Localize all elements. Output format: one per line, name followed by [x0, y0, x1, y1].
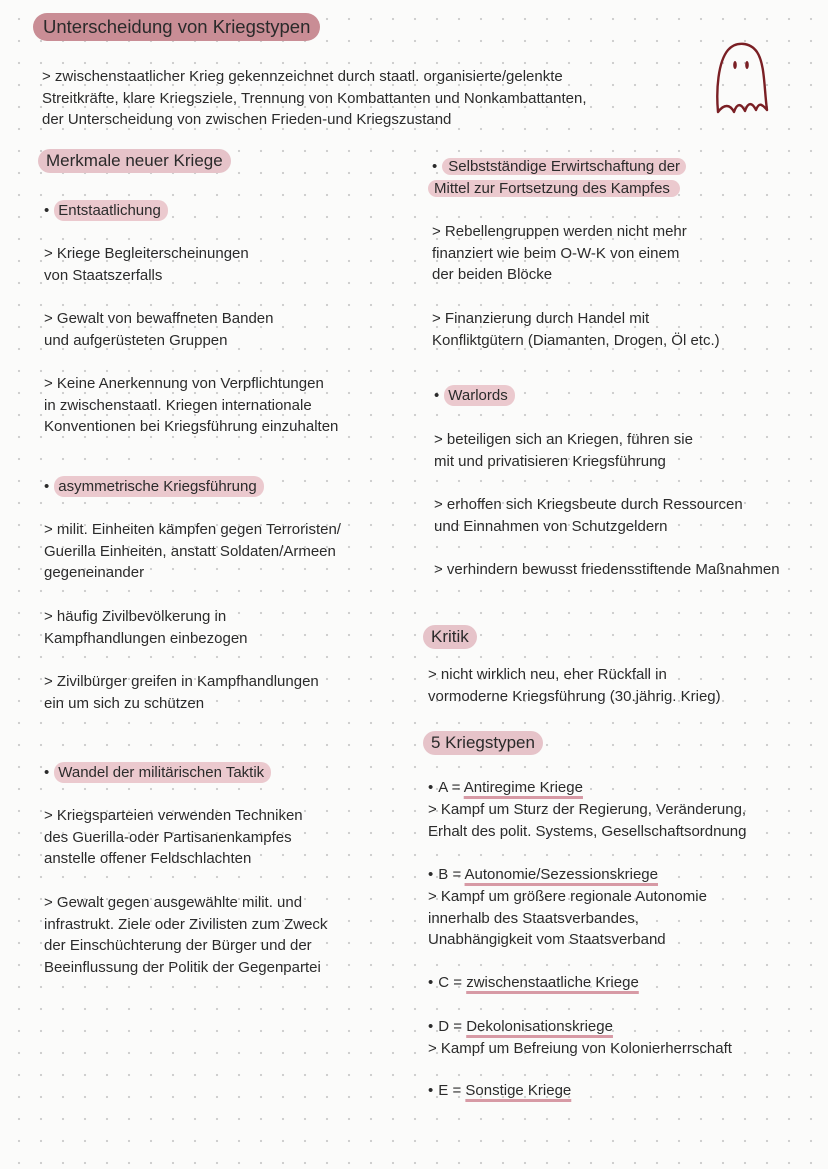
point-text: > Finanzierung durch Handel mit Konfliktgütern (Diamanten, Drogen, Öl etc.): [432, 310, 720, 349]
type-desc: > Kampf um Befreiung von Kolonierherrschaft: [428, 1040, 732, 1057]
list-item: • B = Autonomie/Sezessionskriege > Kampf um größere regionale Autonomie innerhalb des Staatsverbandes, Unabhängigkeit vom Staatsverband: [428, 864, 707, 951]
bullet-label: Entstaatlichung: [54, 200, 168, 221]
type-name: Dekolonisationskriege: [466, 1018, 613, 1035]
list-item: • C = zwischenstaatliche Kriege: [428, 974, 639, 991]
point-text: > erhoffen sich Kriegsbeute durch Ressourcen und Einnahmen von Schutzgeldern: [434, 496, 743, 535]
type-prefix: C =: [438, 974, 467, 991]
point-text: > milit. Einheiten kämpfen gegen Terroristen/ Guerilla Einheiten, anstatt Soldaten/Armeen gegeneinander: [44, 521, 341, 581]
type-name: Sonstige Kriege: [465, 1082, 572, 1099]
intro-text: > zwischenstaatlicher Krieg gekennzeichnet durch staatl. organisierte/gelenkte Streitkräfte, klare Kriegsziele, Trennung von Kombattanten und Nonkambattanten, der Unterscheidung von zwischen Frieden-und Kriegszustand: [42, 68, 587, 128]
type-prefix: A =: [438, 779, 464, 796]
point-text: > Kriegsparteien verwenden Techniken des Guerilla-oder Partisanenkampfes anstelle offener Feldschlachten: [44, 807, 303, 867]
point-text: > häufig Zivilbevölkerung in Kampfhandlungen einbezogen: [44, 608, 248, 647]
type-prefix: E =: [438, 1082, 466, 1099]
bullet-label: Warlords: [444, 385, 514, 406]
list-item: • E = Sonstige Kriege: [428, 1082, 572, 1099]
bullet-erwirtschaftung: • Selbstständige Erwirtschaftung der Mittel zur Fortsetzung des Kampfes: [428, 156, 686, 200]
type-name: zwischenstaatliche Kriege: [466, 974, 639, 991]
bullet-taktik: • Wandel der militärischen Taktik: [44, 762, 271, 783]
bullet-label: Wandel der militärischen Taktik: [54, 762, 271, 783]
type-prefix: D =: [438, 1018, 467, 1035]
kritik-text: > nicht wirklich neu, eher Rückfall in vormoderne Kriegsführung (30.jährig. Krieg): [428, 666, 721, 705]
bullet-warlords: • Warlords: [434, 385, 515, 406]
list-item: • D = Dekolonisationskriege > Kampf um Befreiung von Kolonierherrschaft: [428, 1016, 732, 1060]
ghost-icon: [712, 40, 770, 122]
page-title: Unterscheidung von Kriegstypen: [33, 13, 320, 41]
section-heading-kritik: Kritik: [423, 625, 477, 649]
point-text: > Rebellengruppen werden nicht mehr finanziert wie beim O-W-K von einem der beiden Blöcke: [432, 223, 687, 283]
type-name: Autonomie/Sezessionskriege: [464, 866, 658, 883]
bullet-label: Mittel zur Fortsetzung des Kampfes: [428, 180, 680, 197]
bullet-label: Selbstständige Erwirtschaftung der: [442, 158, 686, 175]
type-desc: > Kampf um größere regionale Autonomie innerhalb des Staatsverbandes, Unabhängigkeit vom Staatsverband: [428, 888, 707, 948]
point-text: > Zivilbürger greifen in Kampfhandlungen ein um sich zu schützen: [44, 673, 319, 712]
type-name: Antiregime Kriege: [463, 779, 583, 796]
point-text: > Gewalt gegen ausgewählte milit. und infrastrukt. Ziele oder Zivilisten zum Zweck der Einschüchterung der Bürger und der Beeinflussung der Politik der Gegenpartei: [44, 894, 328, 976]
section-heading-kriegstypen: 5 Kriegstypen: [423, 731, 543, 755]
point-text: > beteiligen sich an Kriegen, führen sie mit und privatisieren Kriegsführung: [434, 431, 693, 470]
list-item: • A = Antiregime Kriege > Kampf um Sturz der Regierung, Veränderung, Erhalt des polit. Systems, Gesellschaftsordnung: [428, 777, 747, 842]
bullet-label: asymmetrische Kriegsführung: [54, 476, 263, 497]
point-text: > Kriege Begleiterscheinungen von Staatszerfalls: [44, 245, 249, 284]
type-prefix: B =: [438, 866, 465, 883]
point-text: > Gewalt von bewaffneten Banden und aufgerüsteten Gruppen: [44, 310, 274, 349]
type-desc: > Kampf um Sturz der Regierung, Veränderung, Erhalt des polit. Systems, Gesellschaftsordnung: [428, 801, 747, 840]
point-text: > verhindern bewusst friedensstiftende Maßnahmen: [434, 561, 780, 578]
point-text: > Keine Anerkennung von Verpflichtungen in zwischenstaatl. Kriegen internationale Konventionen bei Kriegsführung einzuhalten: [44, 375, 339, 435]
section-heading-merkmale: Merkmale neuer Kriege: [38, 149, 231, 173]
bullet-entstaatlichung: • Entstaatlichung: [44, 200, 168, 221]
bullet-asymmetrische: • asymmetrische Kriegsführung: [44, 476, 264, 497]
